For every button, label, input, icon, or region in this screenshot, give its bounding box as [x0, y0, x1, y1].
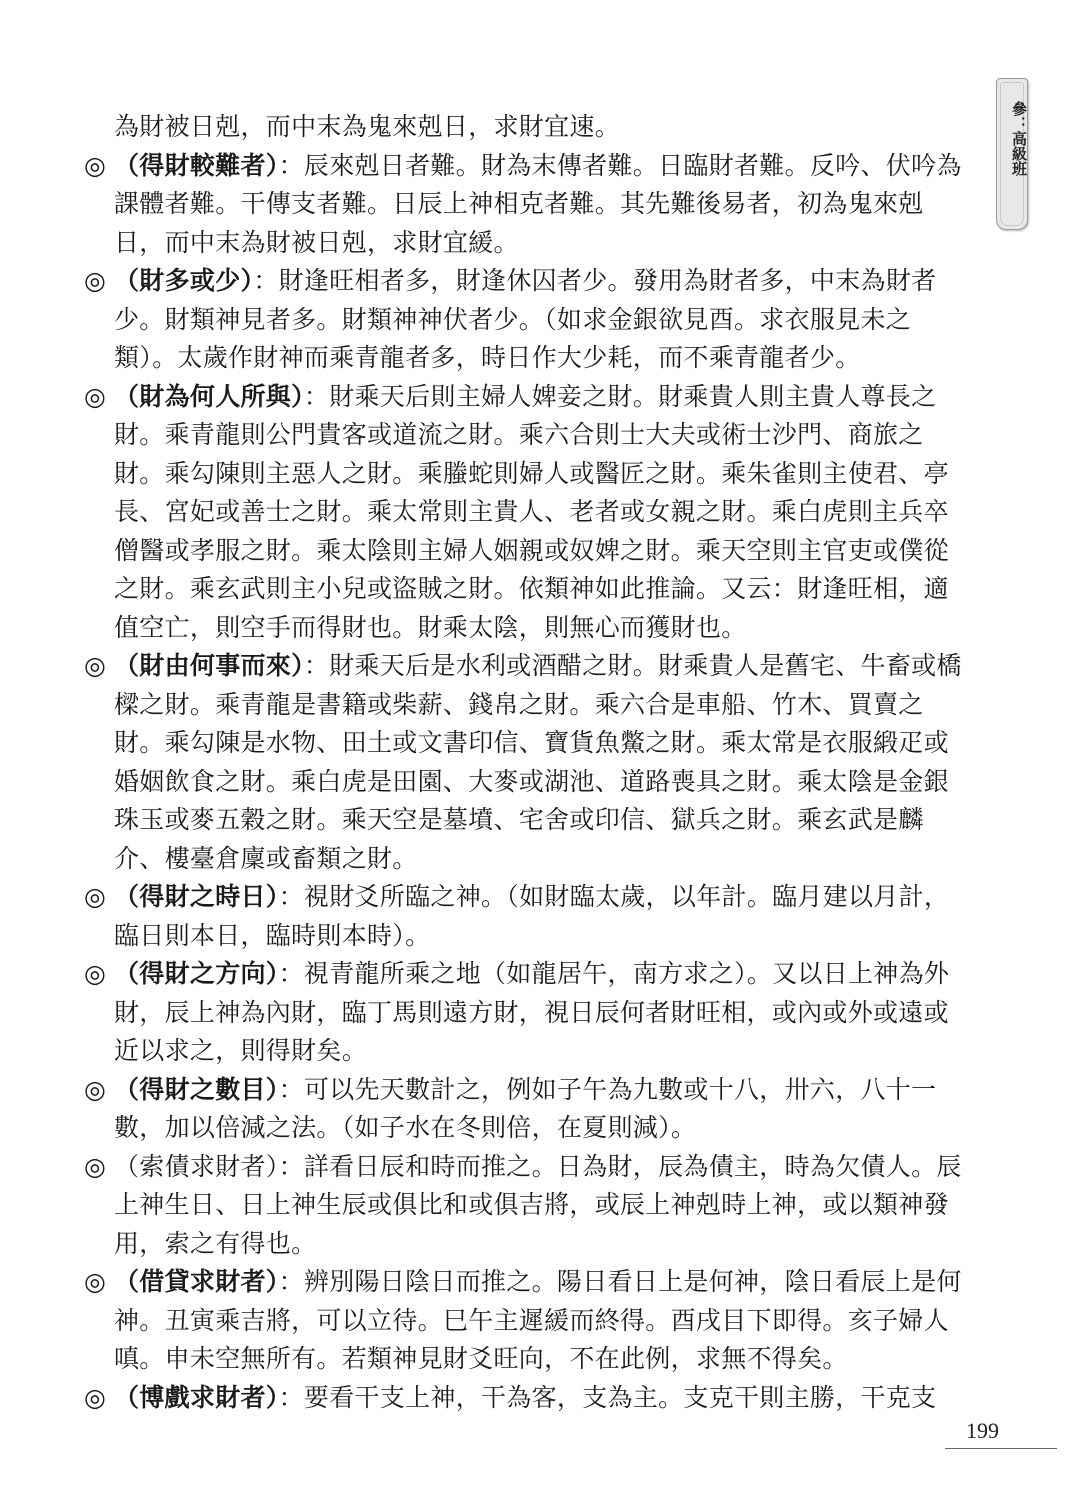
bullet-marker: ◎ — [84, 1151, 107, 1181]
paragraph-body: ：辨別陽日陰日而推之。陽日看日上是何神，陰日看辰上是何神。丑寅乘吉將，可以立待。巳午主遲緩而終得。酉戌目下即得。亥子婦人嗔。申未空無所有。若類神見財爻旺向，不在此例，求無不得矣。 — [114, 1267, 962, 1373]
paragraph-heading: （得財之方向） — [114, 959, 279, 988]
paragraph — [84, 262, 964, 378]
paragraph-body: ：財乘天后是水利或酒醋之財。財乘貴人是舊宅、牛畜或橋樑之財。乘青龍是書籍或柴薪、錢帛之財。乘六合是車船、竹木、買賣之財。乘勾陳是水物、田土或文書印信、寶貨魚鱉之財。乘太常是衣服緞疋或婚姻飲食之財。乘白虎是田園、大麥或湖池、道路喪具之財。乘太陰是金銀珠玉或麥五穀之財。乘天空是墓墳、宅舍或印信、獄兵之財。乘玄武是麟介、樓臺倉廩或畜類之財。 — [114, 651, 962, 873]
paragraph-heading: （財由何事而來） — [114, 651, 304, 680]
paragraph-heading: （索債求財者） — [114, 1151, 279, 1181]
paragraph-heading: （得財之數目） — [114, 1074, 279, 1104]
bullet-marker: ◎ — [84, 1074, 107, 1104]
paragraph-body: ：要看干支上神，干為客，支為主。支克干則主勝，干克支 — [278, 1382, 937, 1412]
footer-rule — [945, 1448, 1057, 1449]
bullet-marker: ◎ — [84, 150, 107, 180]
paragraph — [84, 1263, 964, 1379]
paragraph-body: ：可以先天數計之，例如子午為九數或十八，卅六，八十一數，加以倍減之法。（如子水在冬則倍，在夏則減）。 — [114, 1074, 937, 1142]
chapter-side-tab — [996, 78, 1028, 230]
paragraph-body: ：財逢旺相者多，財逢休囚者少。發用為財者多，中末為財者少。財類神見者多。財類神神伏者少。（如求金銀欲見酉。求衣服見未之類）。太歲作財神而乘青龍者多，時日作大少耗，而不乘青龍者少。 — [114, 266, 937, 372]
paragraph — [84, 1379, 964, 1418]
paragraph-body: ：視青龍所乘之地（如龍居午，南方求之）。又以日上神為外財，辰上神為內財，臨丁馬則遠方財，視日辰何者財旺相，或內或外或遠或近以求之，則得財矣。 — [114, 959, 950, 1065]
page-number: 199 — [966, 1418, 999, 1443]
bullet-marker: ◎ — [84, 882, 107, 911]
paragraph-heading: （得財之時日） — [114, 882, 279, 911]
paragraph — [84, 647, 964, 878]
paragraph — [84, 147, 964, 263]
paragraph — [84, 955, 964, 1071]
bullet-marker: ◎ — [84, 1267, 107, 1296]
bullet-marker: ◎ — [84, 959, 107, 988]
paragraph-heading: （財多或少） — [114, 266, 254, 295]
paragraph-heading: （借貸求財者） — [114, 1267, 279, 1296]
paragraph-heading: （博戲求財者） — [114, 1382, 279, 1412]
paragraph-body: ：視財爻所臨之神。（如財臨太歲，以年計。臨月建以月計，臨日則本日，臨時則本時）。 — [114, 882, 950, 950]
bullet-marker: ◎ — [84, 1382, 107, 1412]
paragraph-body: ：財乘天后則主婦人婢妾之財。財乘貴人則主貴人尊長之財。乘青龍則公門貴客或道流之財。乘六合則士大夫或術士沙門、商旅之財。乘勾陳則主惡人之財。乘螣蛇則婦人或醫匠之財。乘朱雀則主使君、亭長、宮妃或善士之財。乘太常則主貴人、老者或女親之財。乘白虎則主兵卒僧醫或孝服之財。乘太陰則主婦人姻親或奴婢之財。乘天空則主官吏或僕從之財。乘玄武則主小兒或盜賊之財。依類神如此推論。又云：財逢旺相，適值空亡，則空手而得財也。財乘太陰，則無心而獲財也。 — [114, 381, 949, 642]
chapter-side-tab-label: 參：高級班 — [1010, 101, 1028, 176]
paragraph-body: ：辰來剋日者難。財為末傳者難。日臨財者難。反吟、伏吟為課體者難。干傳支者難。日辰上神相克者難。其先難後易者，初為鬼來剋日，而中末為財被日剋，求財宜緩。 — [114, 150, 962, 257]
paragraph — [84, 1071, 964, 1148]
paragraph — [84, 878, 964, 955]
paragraph-body: ：詳看日辰和時而推之。日為財，辰為債主，時為欠債人。辰上神生日、日上神生辰或俱比和或俱吉將，或辰上神剋時上神，或以類神發用，索之有得也。 — [114, 1151, 962, 1258]
paragraph — [84, 108, 964, 147]
paragraph — [84, 378, 964, 648]
bullet-marker: ◎ — [84, 651, 107, 680]
paragraph-body: 為財被日剋，而中末為鬼來剋日，求財宜速。 — [114, 112, 621, 141]
paragraph-heading: （得財較難者） — [114, 150, 279, 180]
paragraph — [84, 1148, 964, 1264]
bullet-marker: ◎ — [84, 381, 107, 411]
paragraph-heading: （財為何人所與） — [114, 381, 304, 411]
bullet-marker: ◎ — [84, 266, 107, 295]
page-body-text — [84, 108, 964, 1417]
